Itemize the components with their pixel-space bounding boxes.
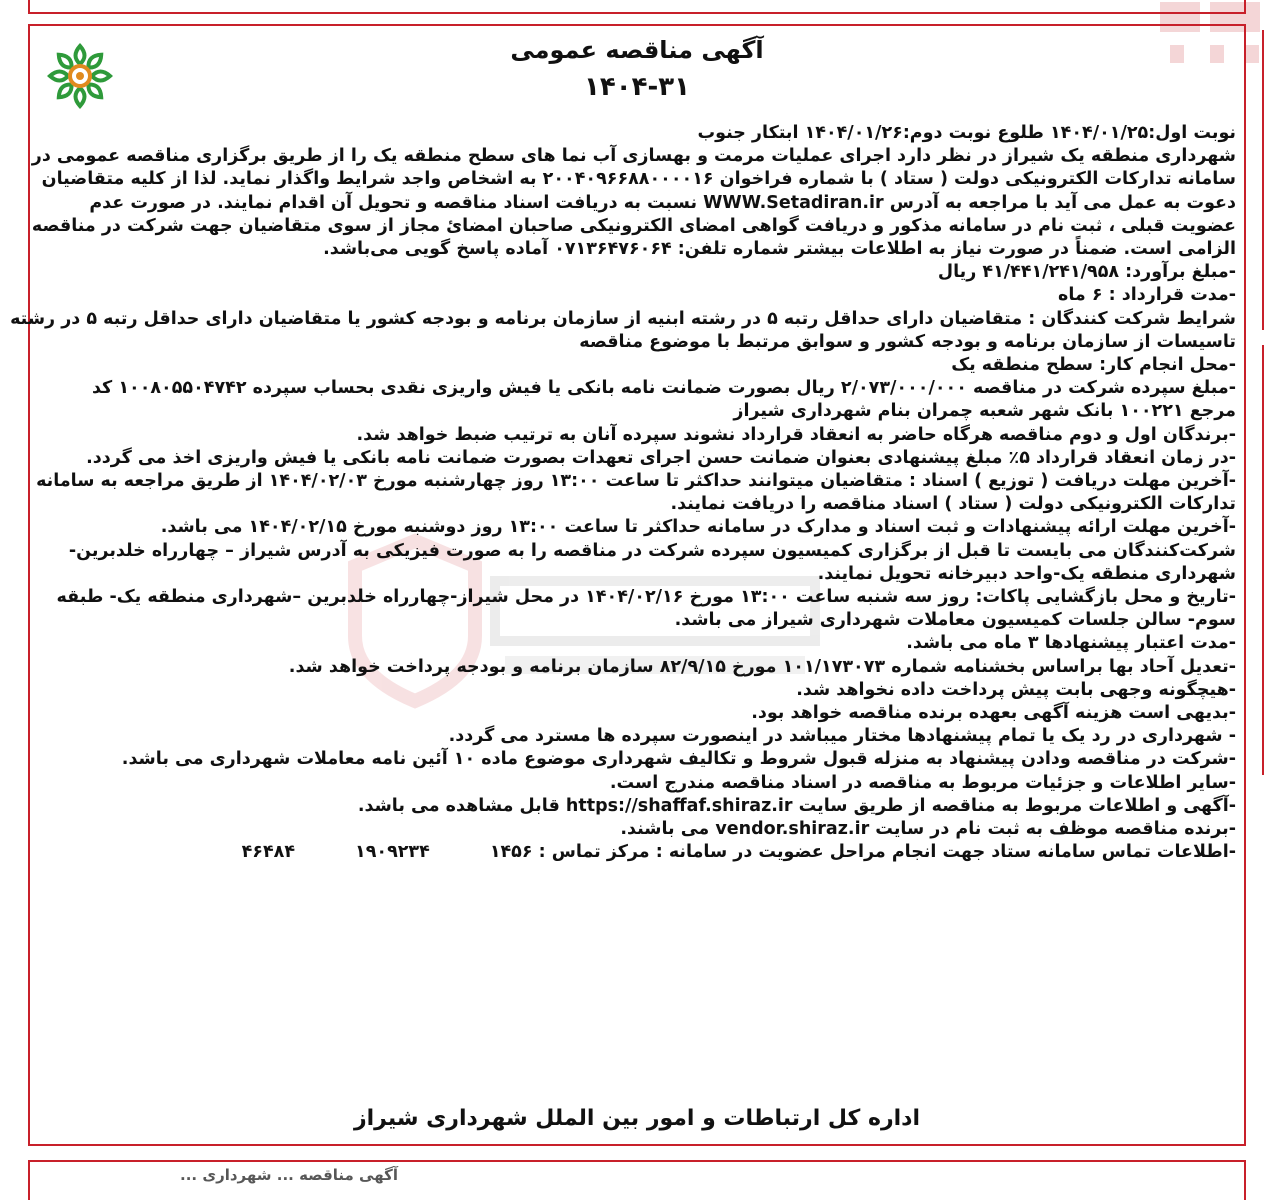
estimated-amount: -مبلغ برآورد: ۴۱/۴۴۱/۲۴۱/۹۵۸ ریال (937, 262, 1236, 283)
notice-line: عضویت قبلی ، ثبت نام در سامانه مذکور و دریافت گواهی امضای الکترونیکی صاحبان امضائ مجاز از سوی متقاضیان جهت شرکت در مناقصه (31, 215, 1236, 236)
submission-deadline: -آخرین مهلت ارائه پیشنهادات و ثبت اسناد و مدارک در سامانه حداکثر تا ساعت ۱۳:۰۰ روز دوشنبه مورخ ۱۴۰۴/۰۲/۱۵ می باشد. (160, 517, 1236, 538)
column-divider (1262, 345, 1264, 775)
notice-line: -برندگان اول و دوم مناقصه هرگاه حاضر به انعقاد قرارداد نشوند سپرده آنان به ترتیب ضبط خواهد شد. (356, 424, 1236, 445)
notice-line: دعوت به عمل می آید با مراجعه به آدرس WWW.Setadiran.ir نسبت به دریافت اسناد مناقصه و تحویل آن اقدام نمایند. در صورت عدم (89, 192, 1236, 213)
offer-validity: -مدت اعتبار پیشنهادها ۳ ماه می باشد. (906, 633, 1236, 654)
notice-line: تاسیسات از سازمان برنامه و بودجه کشور و سوابق مرتبط با موضوع مناقصه (579, 331, 1236, 352)
notice-line: -هیچگونه وجهی بابت پیش پرداخت داده نخواهد شد. (796, 679, 1236, 700)
notice-line: سوم- سالن جلسات کمیسیون معاملات شهرداری شیراز می باشد. (674, 610, 1236, 631)
contact-phone: ۴۶۴۸۴ (241, 842, 296, 863)
notice-line: -برنده مناقصه موظف به ثبت نام در سایت vendor.shiraz.ir می باشند. (620, 819, 1236, 840)
notice-line: - شهرداری در رد یک یا تمام پیشنهادها مختار میباشد در اینصورت سپرده ها مسترد می گردد. (448, 726, 1236, 747)
deposit-amount: -مبلغ سپرده شرکت در مناقصه ۲/۰۷۳/۰۰۰/۰۰۰ ریال بصورت ضمانت نامه بانکی یا فیش واریزی نقدی بحساب سپرده ۱۰۰۸۰۵۵۰۴۷۴۲ کد (91, 378, 1236, 399)
tender-notice (10, 24, 1246, 1146)
notice-line: -شرکت در مناقصه ودادن پیشنهاد به منزله قبول شروط و تکالیف شهرداری موضوع ماده ۱۰ آئین نامه معاملات شهرداری می باشد. (121, 749, 1236, 770)
previous-ad-frame (28, 0, 1246, 14)
next-ad-frame (28, 1160, 1246, 1200)
notice-line: شهرداری منطقه یک-واحد دبیرخانه تحویل نمایند. (817, 563, 1236, 584)
notice-line: -بدیهی است هزینه آگهی بعهده برنده مناقصه خواهد بود. (751, 703, 1236, 724)
notice-line: -آگهی و اطلاعات مربوط به مناقصه از طریق سایت https://shaffaf.shiraz.ir قابل مشاهده می باشد. (357, 795, 1236, 816)
notice-body (10, 122, 1236, 865)
notice-line: شرکت‌کنندگان می بایست تا قبل از برگزاری کمیسیون سپرده شرکت در مناقصه را به صورت فیزیکی به آدرس شیراز – چهارراه خلدبرین- (68, 540, 1236, 561)
issuer-name: اداره کل ارتباطات و امور بین الملل شهرداری شیراز (353, 1106, 921, 1131)
notice-line: الزامی است. ضمناً در صورت نیاز به اطلاعات بیشتر شماره تلفن: ۰۷۱۳۶۴۷۶۰۶۴ آماده پاسخ گویی می‌باشد. (323, 239, 1236, 260)
contact-info (38, 841, 1236, 864)
notice-line: -سایر اطلاعات و جزئیات مربوط به مناقصه در اسناد مناقصه مندرج است. (609, 772, 1236, 793)
notice-line: -در زمان انعقاد قرارداد ۵٪ مبلغ پیشنهادی بعنوان ضمانت حسن اجرای تعهدات بصورت ضمانت نامه بانکی یا فیش واریزی اخذ می گردد. (86, 447, 1236, 468)
document-deadline: -آخرین مهلت دریافت ( توزیع ) اسناد : متقاضیان میتوانند حداکثر تا ساعت ۱۳:۰۰ روز چهارشنبه مورخ ۱۴۰۴/۰۲/۰۳ از طریق مراجعه به سامانه (36, 471, 1236, 492)
notice-title: آگهی مناقصه عمومی (510, 36, 764, 64)
contact-phone: ۱۹۰۹۲۳۴ (355, 842, 430, 863)
notice-number: ۱۴۰۴-۳۱ (583, 72, 690, 102)
notice-line: سامانه تدارکات الکترونیکی دولت ( ستاد ) با شماره فراخوان ۲۰۰۴۰۹۶۶۸۸۰۰۰۰۱۶ به اشخاص واجد شرایط واگذار نماید. لذا از کلیه متقاضیان (41, 169, 1236, 190)
notice-line: تدارکات الکترونیکی دولت ( ستاد ) اسناد مناقصه را دریافت نمایند. (670, 494, 1236, 515)
work-location: -محل انجام کار: سطح منطقه یک (951, 355, 1236, 376)
notice-line: شرایط شرکت کنندگان : متقاضیان دارای حداقل رتبه ۵ در رشته ابنیه از سازمان برنامه و بودجه کشور یا متقاضیان دارای حداقل رتبه ۵ در رشته (10, 308, 1236, 329)
column-divider (1262, 30, 1264, 330)
notice-line: شهرداری منطقه یک شیراز در نظر دارد اجرای عملیات مرمت و بهسازی آب نما های سطح منطقه یک را از طریق برگزاری مناقصه عمومی در (31, 146, 1236, 167)
notice-line: مرجع ۱۰۰۲۲۱ بانک شهر شعبه چمران بنام شهرداری شیراز (733, 401, 1236, 422)
opening-date: -تاریخ و محل بازگشایی پاکات: روز سه شنبه ساعت ۱۳:۰۰ مورخ ۱۴۰۴/۰۲/۱۶ در محل شیراز-چهارراه خلدبرین –شهرداری منطقه یک- طبقه (56, 587, 1236, 608)
notice-line: -تعدیل آحاد بها براساس بخشنامه شماره ۱۰۱/۱۷۳۰۷۳ مورخ ۸۲/۹/۱۵ سازمان برنامه و بودجه پرداخت خواهد شد. (288, 656, 1236, 677)
contact-label: -اطلاعات تماس سامانه ستاد جهت انجام مراحل عضویت در سامانه : مرکز تماس : ۱۴۵۶ (489, 842, 1236, 863)
contract-duration: -مدت قرارداد : ۶ ماه (1058, 285, 1236, 306)
publication-schedule: نوبت اول:۱۴۰۴/۰۱/۲۵ طلوع نوبت دوم:۱۴۰۴/۰۱/۲۶ ابتکار جنوب (697, 123, 1236, 143)
next-ad-text: آگهی مناقصه ... شهرداری ... (180, 1166, 398, 1184)
